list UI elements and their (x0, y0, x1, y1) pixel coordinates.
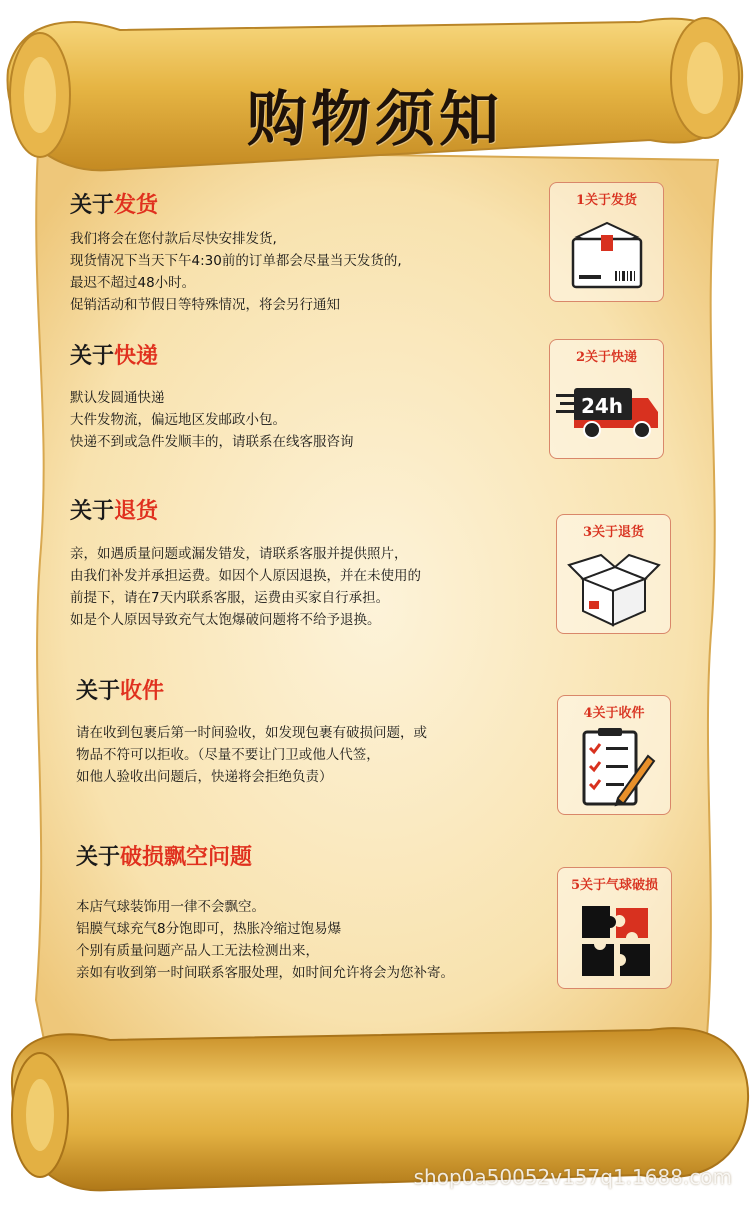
card-receiving: 4关于收件 (557, 695, 671, 815)
checklist-icon (578, 726, 656, 810)
section-body-returns: 亲，如遇质量问题或漏发错发，请联系客服并提供照片， 由我们补发并承担运费。如因个人原因退换，并在未使用的 前提下，请在7天内联系客服，运费由买家自行承担。 如是个人原因导致充气太饱爆破问题将不给予退换。 (70, 546, 421, 628)
section-body-receiving: 请在收到包裹后第一时间验收，如发现包裹有破损问题，或 物品不符可以拒收。（尽量不要让门卫或他人代签， 如他人验收出问题后，快递将会拒绝负责） (76, 725, 427, 785)
section-heading-returns: 关于退货 (70, 499, 159, 524)
puzzle-icon (580, 904, 652, 978)
card-balloon-damage: 5关于气球破损 (557, 867, 672, 989)
section-body-courier: 默认发圆通快递 大件发物流，偏远地区发邮政小包。 快递不到或急件发顺丰的，请联系在线客服咨询 (70, 390, 354, 450)
package-box-icon (567, 215, 647, 293)
truck-24h-label: 24h (580, 394, 624, 418)
card-courier: 2关于快递 24h (549, 339, 664, 459)
card-shipping: 1关于发货 (549, 182, 664, 302)
section-heading-damage: 关于破损飘空问题 (76, 845, 253, 870)
shop-watermark: shop0a50052v157q1.1688.com (413, 1165, 732, 1189)
delivery-truck-icon (554, 384, 662, 446)
open-box-icon (567, 549, 661, 629)
section-heading-shipping: 关于发货 (70, 193, 159, 218)
section-body-shipping: 我们将会在您付款后尽快安排发货, 现货情况下当天下午4:30前的订单都会尽量当天发货的, 最迟不超过48小时。 促销活动和节假日等特殊情况，将会另行通知 (70, 231, 402, 313)
page-title: 购物须知 (247, 85, 503, 155)
section-heading-courier: 关于快递 (70, 344, 159, 369)
section-heading-receiving: 关于收件 (76, 679, 165, 704)
section-body-damage: 本店气球装饰用一律不会飘空。 铝膜气球充气8分饱即可，热胀冷缩过饱易爆 个别有质量问题产品人工无法检测出来， 亲如有收到第一时间联系客服处理，如时间允许将会为您补寄。 (76, 899, 454, 981)
card-returns: 3关于退货 (556, 514, 671, 634)
